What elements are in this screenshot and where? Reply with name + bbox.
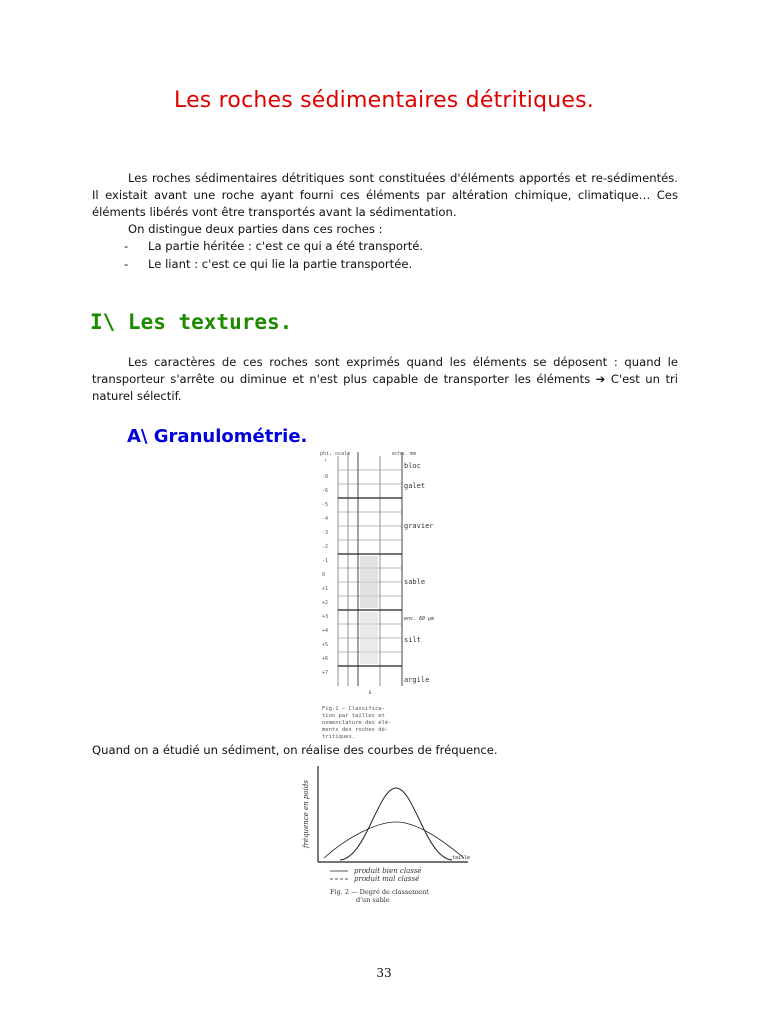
class-label: bloc (404, 462, 421, 470)
class-limit-label: env. 60 µm (404, 616, 435, 622)
svg-text:0: 0 (322, 572, 326, 578)
svg-text:+1: +1 (322, 586, 329, 592)
list-item-text: Le liant : c'est ce qui lie la partie transportée. (148, 257, 413, 271)
fig1-caption-line: tritiques. (322, 734, 356, 740)
svg-text:+3: +3 (322, 614, 329, 620)
frequency-curves-figure (296, 758, 476, 908)
fig1-caption-line: ments des roches dé- (322, 727, 389, 733)
legend-label: produit bien classé (354, 867, 422, 875)
svg-text:-1: -1 (322, 558, 329, 564)
svg-text:↓: ↓ (367, 687, 373, 696)
svg-text:-8: -8 (322, 474, 329, 480)
class-label: silt (404, 636, 421, 644)
fig1-caption-line: tion par tailles et (322, 713, 385, 719)
svg-text:+6: +6 (322, 656, 329, 662)
y-axis-label: fréquence en poids (302, 780, 310, 848)
fig1-caption-line: nomenclature des élé- (322, 720, 392, 726)
svg-text:-2: -2 (322, 544, 329, 550)
bullet-dash: - (124, 257, 129, 271)
bullet-dash: - (124, 239, 129, 253)
section-heading: I\ Les textures. (90, 310, 293, 334)
fig2-caption-line: Fig. 2 — Degré de classement (330, 888, 429, 896)
subsection-heading: A\ Granulométrie. (127, 426, 308, 447)
list-item-text: La partie héritée : c'est ce qui a été transporté. (148, 239, 424, 253)
x-axis-label: taille (452, 855, 471, 861)
intro-paragraph: Les roches sédimentaires détritiques sont constituées d'éléments apportés et re-sédimentés. Il existait avant une roche ayant fourni ces éléments par altération chimique, climatique… Ces éléments libérés vont être transportés avant la sédimentation. (92, 171, 678, 219)
legend-label: produit mal classé (354, 875, 420, 883)
figure-intro-text: Quand on a étudié un sédiment, on réalise des courbes de fréquence. (92, 743, 498, 757)
grain-size-figure (318, 448, 458, 746)
svg-text:-4: -4 (322, 516, 329, 522)
section-paragraph: Les caractères de ces roches sont exprimés quand les éléments se déposent : quand le transporteur s'arrête ou diminue et n'est plus capable de transporter les éléments ➔ C'est un tri naturel sélectif. (92, 355, 678, 403)
page-number: 33 (376, 966, 392, 980)
svg-text:+5: +5 (322, 642, 329, 648)
page-title: Les roches sédimentaires détritiques. (174, 88, 594, 113)
svg-text:-6: -6 (322, 488, 329, 494)
svg-text:+4: +4 (322, 628, 329, 634)
class-label: galet (404, 482, 426, 490)
class-label: argile (404, 676, 430, 684)
fig1-col-label: phi, ocale (320, 451, 351, 457)
intro-paragraph-2: On distingue deux parties dans ces roches : (128, 222, 383, 236)
fig1-col-label: écha. mm (392, 451, 417, 457)
svg-text:+7: +7 (322, 670, 329, 676)
class-label: sable (404, 578, 426, 586)
svg-text:+2: +2 (322, 600, 329, 606)
fig1-caption-line: Fig.1 — Classifica- (322, 706, 385, 712)
svg-text:-5: -5 (322, 502, 329, 508)
fig2-caption-line: d'un sable (356, 896, 390, 904)
class-label: gravier (404, 522, 434, 530)
svg-text:↑: ↑ (324, 458, 328, 464)
svg-text:-3: -3 (322, 530, 329, 536)
